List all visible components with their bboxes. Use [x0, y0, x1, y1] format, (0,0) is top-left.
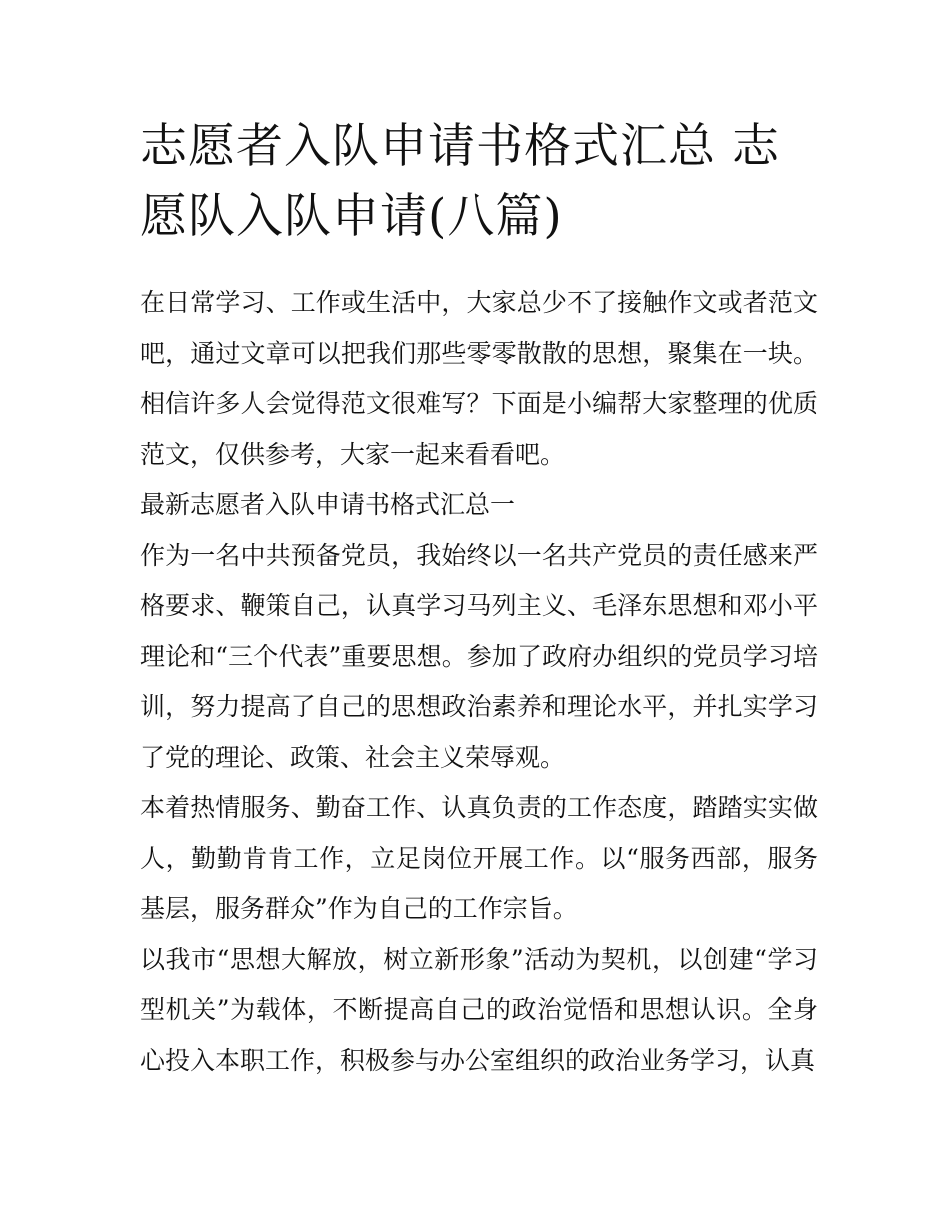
paragraph: 以我市“思想大解放，树立新形象”活动为契机，以创建“学习型机关”为载体，不断提高自己的政治觉悟和思想认识。全身心投入本职工作，积极参与办公室组织的政治业务学习，认真	[140, 944, 818, 1075]
document-title: 志愿者入队申请书格式汇总 志愿队入队申请(八篇)	[140, 119, 780, 244]
paragraph: 本着热情服务、勤奋工作、认真负责的工作态度，踏踏实实做人，勤勤肯肯工作，立足岗位开展工作。以“服务西部，服务基层，服务群众”作为自己的工作宗旨。	[140, 793, 818, 923]
section-heading: 最新志愿者入队申请书格式汇总一	[140, 490, 516, 519]
paragraph: 作为一名中共预备党员，我始终以一名共产党员的责任感来严格要求、鞭策自己，认真学习马列主义、毛泽东思想和邓小平理论和“三个代表”重要思想。参加了政府办组织的党员学习培训，努力提高了自己的思想政治素养和理论水平，并扎实学习了党的理论、政策、社会主义荣辱观。	[140, 540, 818, 772]
paragraph-intro: 在日常学习、工作或生活中，大家总少不了接触作文或者范文吧，通过文章可以把我们那些零零散散的思想，聚集在一块。相信许多人会觉得范文很难写？下面是小编帮大家整理的优质范文，仅供参考，大家一起来看看吧。	[140, 288, 818, 469]
document-body	[140, 278, 818, 1086]
